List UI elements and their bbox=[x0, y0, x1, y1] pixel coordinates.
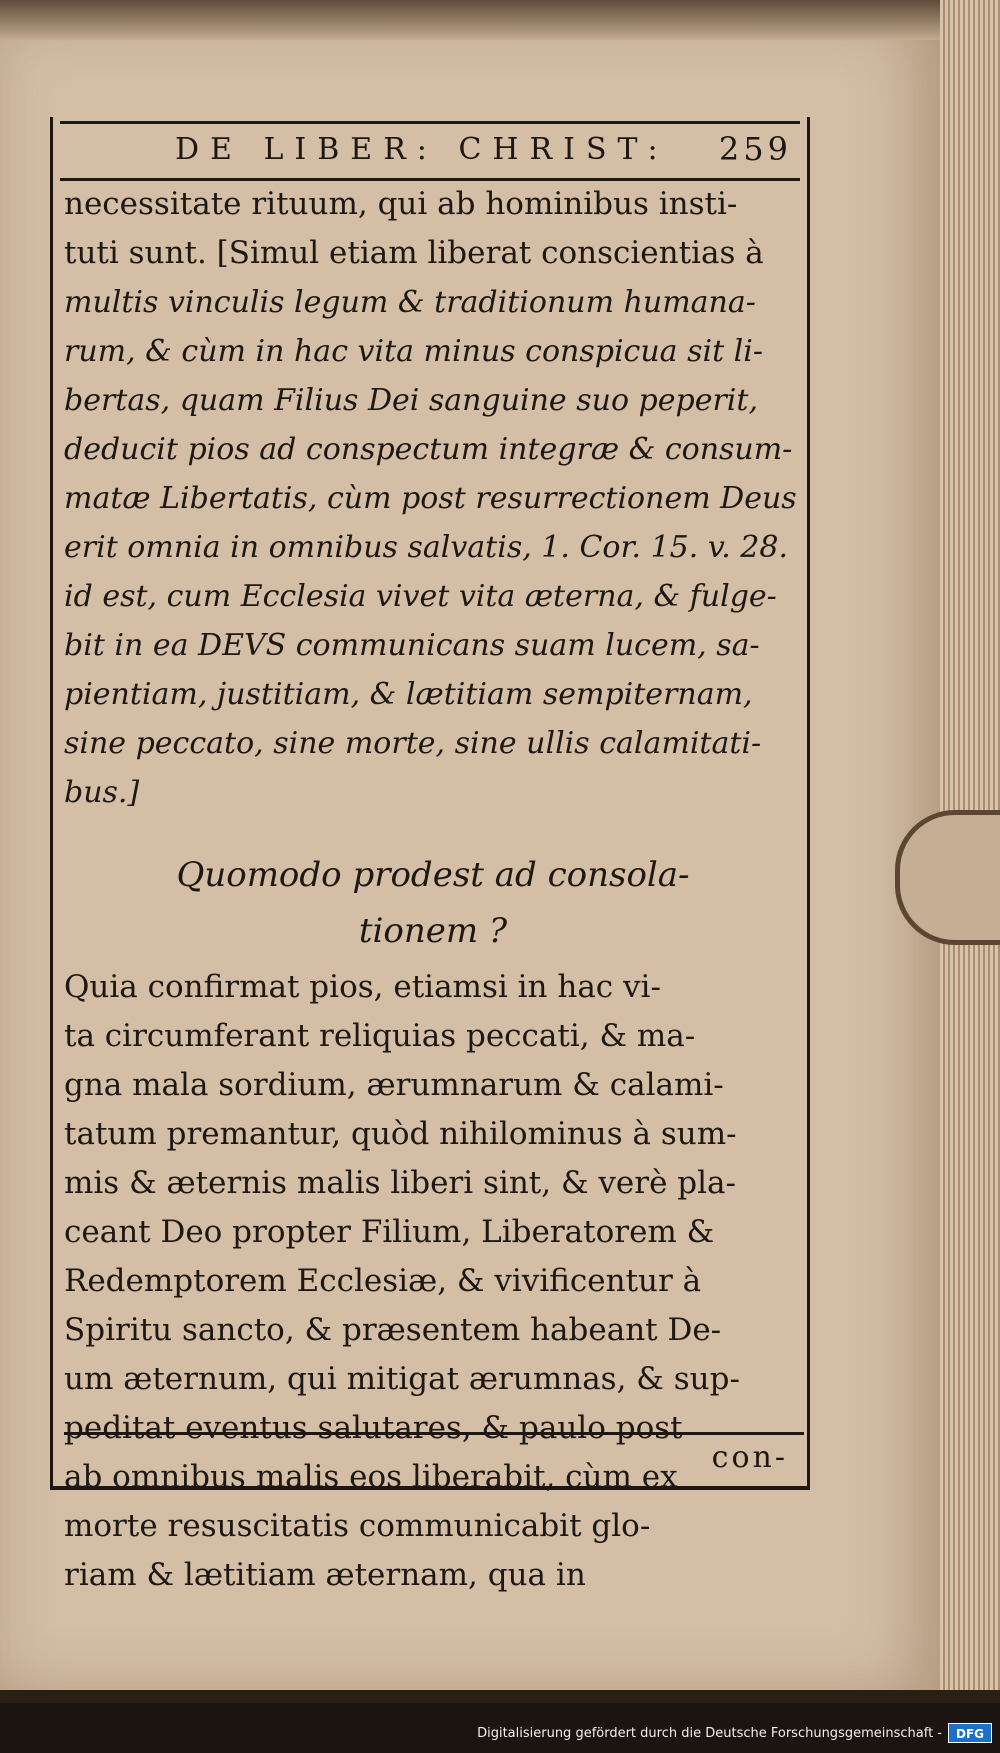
page-number: 259 bbox=[718, 130, 792, 168]
text-line: rum, & cùm in hac vita minus conspicua sit li- bbox=[64, 334, 763, 369]
question-heading: tionem ? bbox=[358, 911, 508, 951]
answer-line: um æternum, qui mitigat ærumnas, & sup- bbox=[64, 1361, 740, 1397]
page-header bbox=[60, 121, 800, 181]
text-line: tuti sunt. [Simul etiam liberat conscientias à bbox=[64, 235, 764, 271]
answer-line: gna mala sordium, ærumnarum & calami- bbox=[64, 1067, 724, 1103]
answer-line: mis & æternis malis liberi sint, & verè pla- bbox=[64, 1165, 736, 1201]
question-heading: Quomodo prodest ad consola- bbox=[176, 855, 690, 895]
answer-line: Quia confirmat pios, etiamsi in hac vi- bbox=[64, 969, 661, 1005]
answer-line: morte resuscitatis communicabit glo- bbox=[64, 1508, 651, 1544]
text-block bbox=[64, 180, 802, 1600]
digitization-footer bbox=[0, 1703, 1000, 1753]
answer-line: ta circumferant reliquias peccati, & ma- bbox=[64, 1018, 696, 1054]
answer-line: tatum premantur, quòd nihilominus à sum- bbox=[64, 1116, 737, 1152]
dfg-logo-icon: DFG bbox=[948, 1723, 992, 1743]
text-line: necessitate rituum, qui ab hominibus insti- bbox=[64, 186, 738, 222]
text-line: erit omnia in omnibus salvatis, 1. Cor. 15. v. 28. bbox=[64, 530, 788, 565]
running-title: DE LIBER: CHRIST: bbox=[175, 132, 669, 167]
answer-line: Spiritu sancto, & præsentem habeant De- bbox=[64, 1312, 722, 1348]
text-line: deducit pios ad conspectum integræ & consum- bbox=[64, 432, 793, 467]
text-line: matæ Libertatis, cùm post resurrectionem Deus bbox=[64, 481, 797, 516]
text-line: bertas, quam Filius Dei sanguine suo peperit, bbox=[64, 383, 758, 418]
catchword: con- bbox=[711, 1440, 788, 1475]
answer-line: Redemptorem Ecclesiæ, & vivificentur à bbox=[64, 1263, 702, 1299]
text-line: pientiam, justitiam, & lætitiam sempiternam, bbox=[64, 677, 753, 712]
answer-line: ceant Deo propter Filium, Liberatorem & bbox=[64, 1214, 715, 1250]
text-line: id est, cum Ecclesia vivet vita æterna, & fulge- bbox=[64, 579, 777, 614]
text-line: bus.] bbox=[64, 775, 140, 810]
answer-line: peditat eventus salutares, & paulo post bbox=[64, 1410, 683, 1446]
top-page-edge bbox=[0, 0, 940, 40]
book-clasp bbox=[895, 810, 1000, 945]
catchword-rule bbox=[64, 1432, 804, 1435]
text-line: multis vinculis legum & traditionum humana- bbox=[64, 285, 756, 320]
answer-line: ab omnibus malis eos liberabit, cùm ex bbox=[64, 1459, 678, 1495]
footer-credit-text: Digitalisierung gefördert durch die Deutsche Forschungsgemeinschaft - bbox=[477, 1726, 942, 1741]
text-line: sine peccato, sine morte, sine ullis calamitati- bbox=[64, 726, 762, 761]
text-line: bit in ea DEVS communicans suam lucem, sa- bbox=[64, 628, 760, 663]
answer-line: riam & lætitiam æternam, qua in bbox=[64, 1557, 586, 1593]
